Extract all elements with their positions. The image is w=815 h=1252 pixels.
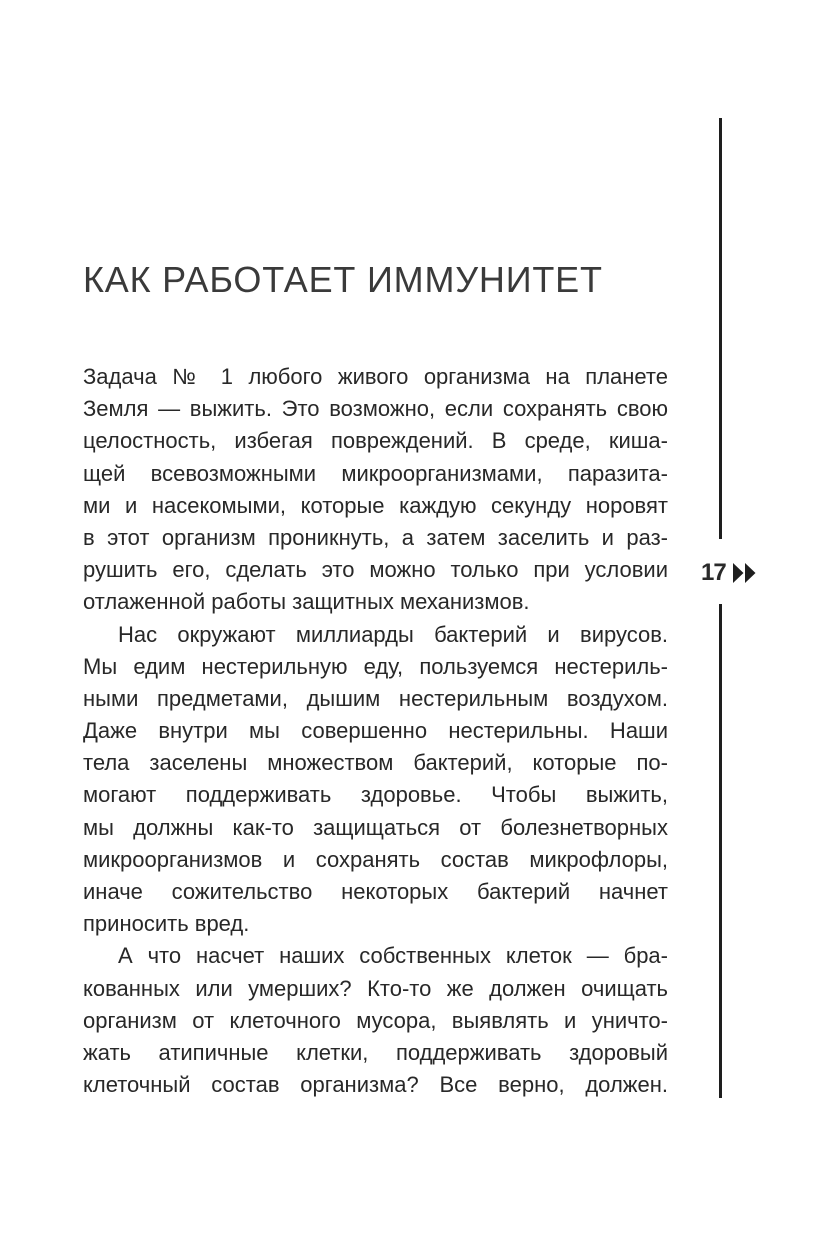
margin-rule-top: [719, 118, 722, 539]
page-marker: [701, 558, 756, 588]
text-line: организм от клеточного мусора, выявлять и уничто-: [83, 1007, 668, 1033]
text-line: Мы едим нестерильную еду, пользуемся нестериль-: [83, 653, 668, 679]
text-line: мы должны как-то защищаться от болезнетворных: [83, 814, 668, 840]
text-line: Земля — выжить. Это возможно, если сохранять свою: [83, 396, 668, 422]
text-line: кованных или умерших? Кто-то же должен очищать: [83, 975, 668, 1001]
text-line: Задача № 1 любого живого организма на планете: [83, 364, 668, 389]
text-line: клеточный состав организма? Все верно, должен.: [83, 1072, 668, 1098]
text-line: иначе сожительство некоторых бактерий начнет: [83, 879, 668, 904]
text-line: отлаженной работы защитных механизмов.: [83, 589, 530, 615]
text-line: Нас окружают миллиарды бактерий и вирусов.: [118, 621, 668, 647]
margin-rule-bottom: [719, 604, 722, 1098]
text-line: Даже внутри мы совершенно нестерильны. Наши: [83, 718, 668, 744]
text-line: рушить его, сделать это можно только при условии: [83, 557, 668, 583]
body-text: [83, 361, 668, 1101]
text-line: щей всевозможными микроорганизмами, паразита-: [83, 460, 668, 486]
text-line: приносить вред.: [83, 911, 250, 937]
text-line: жать атипичные клетки, поддерживать здоровый: [83, 1039, 668, 1065]
text-line: ными предметами, дышим нестерильным воздухом.: [83, 685, 668, 711]
double-right-arrows-icon: [733, 563, 756, 583]
text-line: ми и насекомыми, которые каждую секунду норовят: [83, 492, 668, 518]
chapter-title: КАК РАБОТАЕТ ИММУНИТЕТ: [83, 259, 603, 300]
text-line: целостность, избегая повреждений. В среде, киша-: [83, 428, 668, 454]
text-line: микроорганизмов и сохранять состав микрофлоры,: [83, 846, 668, 872]
page-number: 17: [701, 559, 726, 586]
text-line: в этот организм проникнуть, а затем заселить и раз-: [83, 524, 668, 550]
text-line: А что насчет наших собственных клеток — бра-: [118, 943, 668, 969]
text-line: могают поддерживать здоровье. Чтобы выжить,: [83, 782, 668, 808]
text-line: тела заселены множеством бактерий, которые по-: [83, 750, 668, 776]
